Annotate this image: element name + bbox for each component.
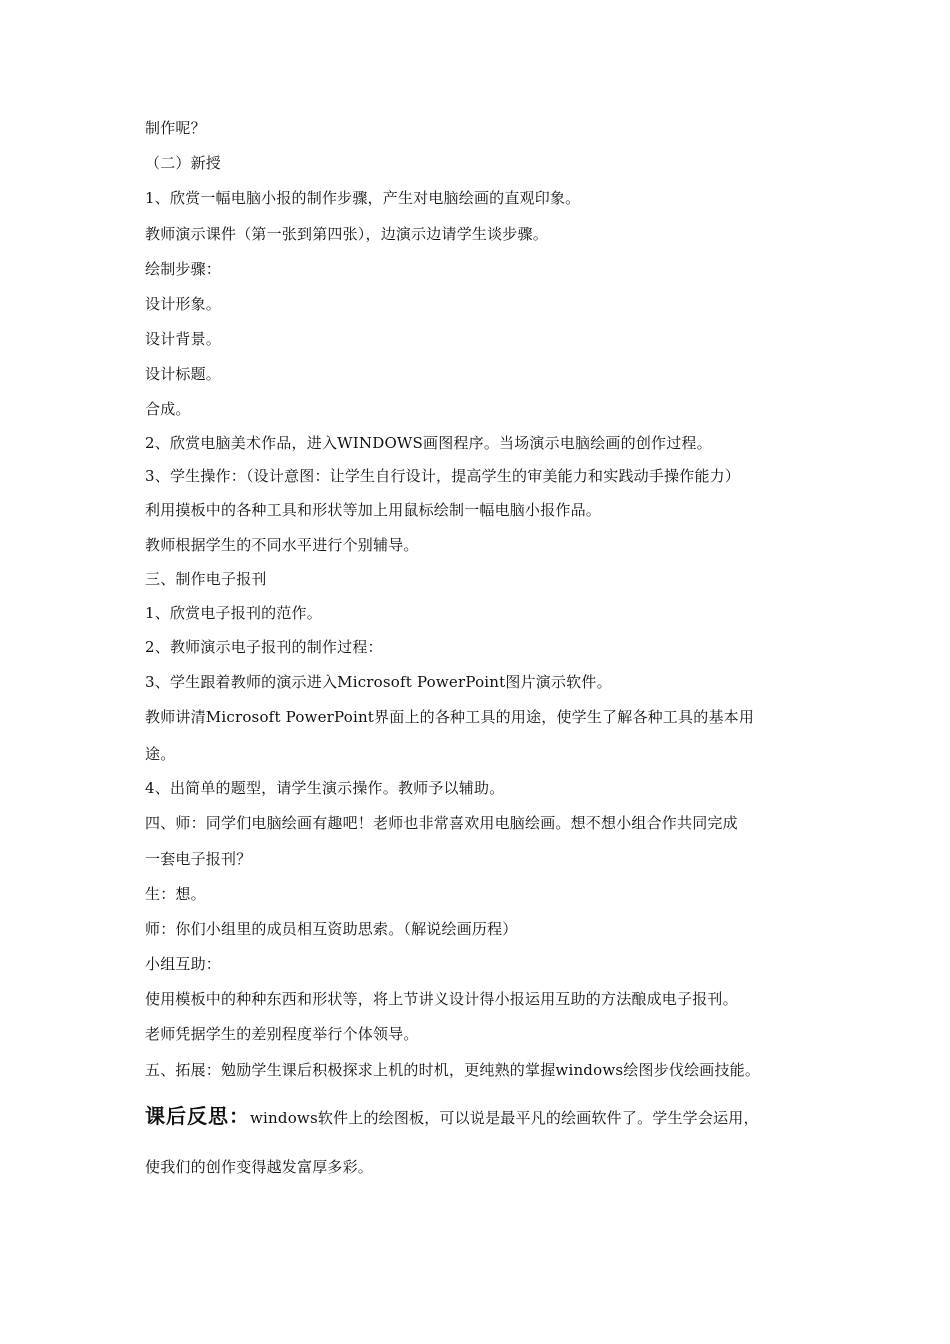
- text-line: 设计标题。: [145, 365, 222, 383]
- section-heading: 四、师：同学们电脑绘画有趣吧！老师也非常喜欢用电脑绘画。想不想小组合作共同完成: [145, 814, 738, 832]
- text-line: 设计形象。: [145, 295, 222, 313]
- section-heading: 三、制作电子报刊: [145, 570, 267, 588]
- text-line: 教师演示课件（第一张到第四张），边演示边请学生谈步骤。: [145, 225, 548, 243]
- text-line: 合成。: [145, 400, 191, 418]
- text-line: 3、学生跟着教师的演示进入Microsoft PowerPoint图片演示软件。: [145, 673, 612, 691]
- section-heading: （二）新授: [145, 154, 222, 172]
- text-line: 一套电子报刊？: [145, 850, 252, 868]
- text-line: 途。: [145, 745, 176, 763]
- reflection-paragraph: [145, 1106, 759, 1128]
- text-line: 生：想。: [145, 885, 206, 903]
- text-line: 利用摸板中的各种工具和形状等加上用鼠标绘制一幅电脑小报作品。: [145, 501, 602, 519]
- text-line: 使用模板中的种种东西和形状等，将上节讲义设计得小报运用互助的方法酿成电子报刊。: [145, 990, 738, 1008]
- reflection-label: 课后反思：: [145, 1104, 250, 1128]
- section-heading: 五、拓展：勉励学生课后积极探求上机的时机，更纯熟的掌握windows绘图步伐绘画技能。: [145, 1061, 761, 1079]
- text-line: 制作呢？: [145, 119, 206, 137]
- text-line: 1、欣赏一幅电脑小报的制作步骤，产生对电脑绘画的直观印象。: [145, 189, 581, 207]
- text-line: 设计背景。: [145, 330, 222, 348]
- text-line: 3、学生操作：（设计意图：让学生自行设计，提高学生的审美能力和实践动手操作能力）: [145, 467, 741, 485]
- text-line: 4、出简单的题型，请学生演示操作。教师予以辅助。: [145, 779, 505, 797]
- text-line: 1、欣赏电子报刊的范作。: [145, 604, 322, 622]
- text-line: 绘制步骤：: [145, 260, 222, 278]
- reflection-text: windows软件上的绘图板，可以说是最平凡的绘画软件了。学生学会运用，: [250, 1109, 759, 1127]
- text-line: 小组互助：: [145, 955, 222, 973]
- text-line: 师：你们小组里的成员相互资助思索。（解说绘画历程）: [145, 920, 518, 938]
- reflection-continuation: 使我们的创作变得越发富厚多彩。: [145, 1158, 374, 1176]
- text-line: 2、欣赏电脑美术作品，进入WINDOWS画图程序。当场演示电脑绘画的创作过程。: [145, 434, 712, 452]
- text-line: 2、教师演示电子报刊的制作过程：: [145, 638, 383, 656]
- text-line: 教师根据学生的不同水平进行个别辅导。: [145, 536, 419, 554]
- text-line: 老师凭据学生的差别程度举行个体领导。: [145, 1025, 419, 1043]
- text-line: 教师讲清Microsoft PowerPoint界面上的各种工具的用途，使学生了解各种工具的基本用: [145, 708, 755, 726]
